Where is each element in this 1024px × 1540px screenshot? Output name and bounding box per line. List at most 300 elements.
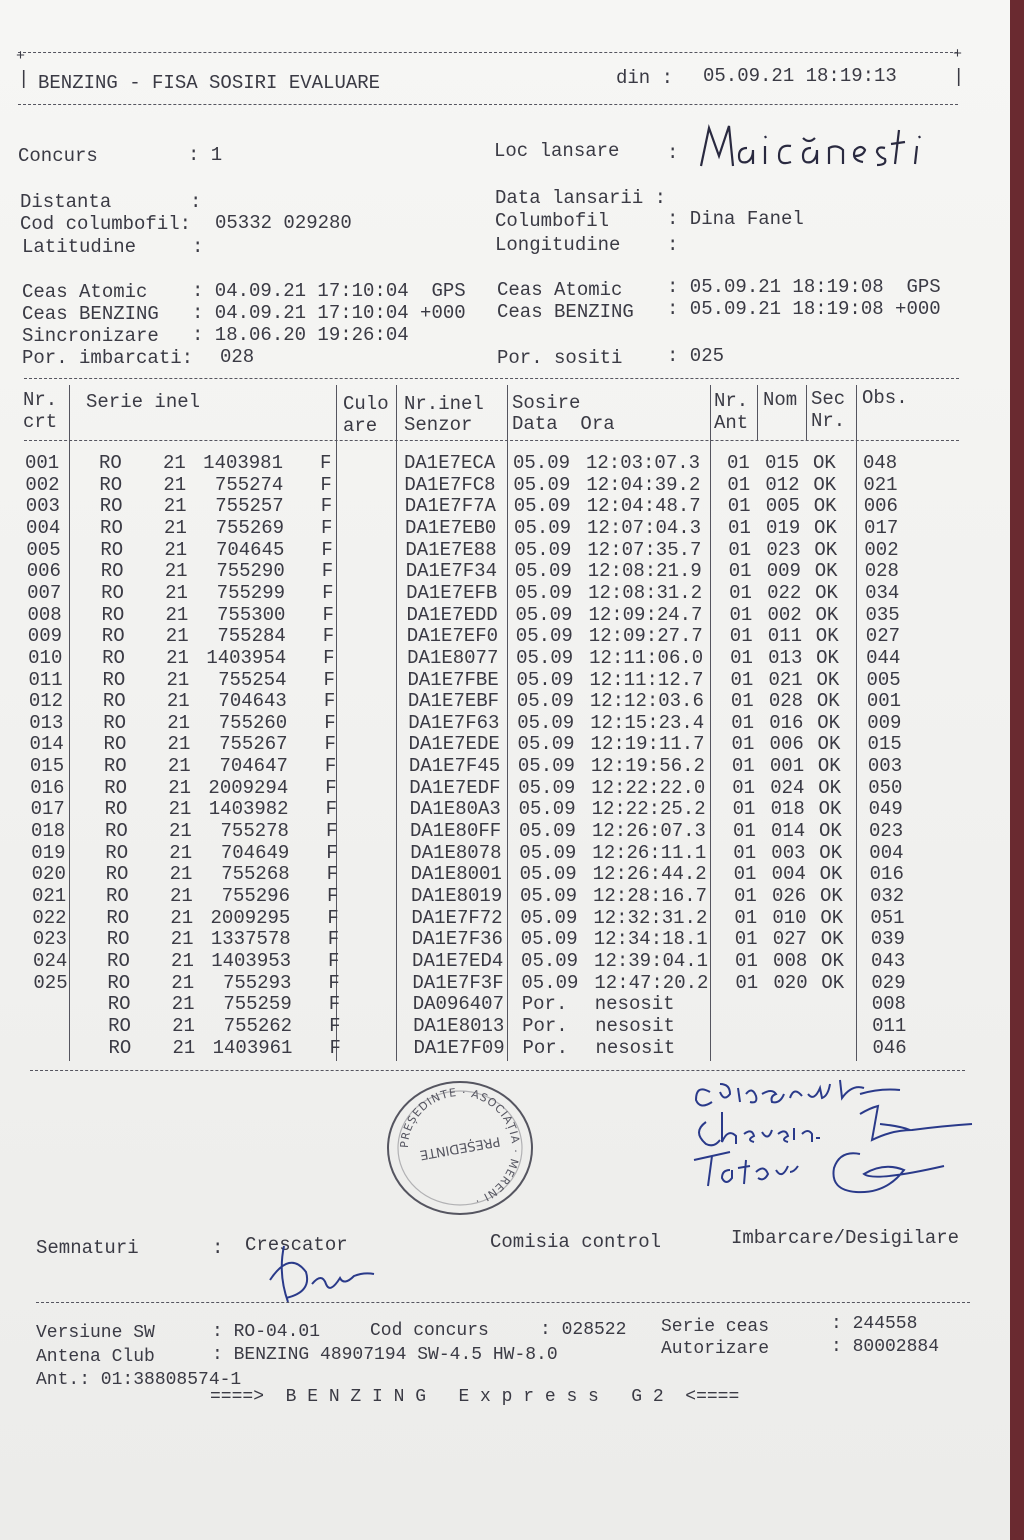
ring-number: 2009294 [208, 776, 289, 799]
nom-value: 011 [767, 625, 803, 648]
obs-value: 005 [866, 668, 901, 691]
row-number: 002 [25, 473, 60, 496]
arrival-time: 12:04:39.2 [586, 473, 701, 496]
sec-status: OK [816, 646, 839, 669]
sec-status: OK [818, 798, 842, 821]
versiune-value: : RO-04.01 [212, 1322, 321, 1342]
cod-columbofil-label: Cod columbofil: [20, 213, 192, 235]
cod-concurs-label: Cod concurs [370, 1321, 489, 1341]
row-number: 001 [25, 452, 60, 474]
ring-sex: F [323, 690, 336, 713]
obs-value: 015 [867, 733, 902, 756]
sensor-id: DA1E80A3 [409, 798, 501, 821]
ring-country: RO [99, 495, 123, 518]
antenna-nr: 01 [730, 690, 754, 713]
arrival-date: Por. [522, 1014, 568, 1037]
header-bottom-border [18, 104, 958, 105]
ring-year: 21 [165, 603, 189, 626]
ring-country: RO [100, 538, 124, 561]
antenna-nr: 01 [732, 820, 756, 843]
obs-value: 049 [868, 798, 903, 821]
table-row [0, 821, 1010, 843]
arrival-time: 12:07:04.3 [587, 516, 702, 539]
arrival-date: 05.09 [520, 906, 578, 929]
table-row [0, 734, 1010, 756]
nom-value: 013 [768, 646, 803, 669]
obs-value: 002 [864, 538, 899, 561]
nom-value: 016 [769, 711, 804, 734]
ring-sex: F [328, 971, 340, 994]
table-row [0, 691, 1010, 713]
stamp-icon [384, 1078, 536, 1218]
arrival-date: 05.09 [520, 885, 578, 907]
obs-value: 029 [871, 971, 906, 994]
ring-country: RO [105, 863, 129, 886]
longitudine-value: : [667, 234, 679, 256]
row-number: 007 [27, 581, 62, 604]
ring-number: 755267 [219, 733, 288, 756]
obs-value: 051 [870, 906, 905, 929]
ring-country: RO [99, 473, 123, 496]
arrival-date: 05.09 [515, 603, 573, 626]
arrival-date: 05.09 [518, 776, 576, 799]
header-nr-ant: Nr. [714, 390, 749, 412]
ceas-atomic-start-value: : 04.09.21 17:10:04 GPS [192, 280, 466, 302]
antenna-nr: 01 [730, 668, 754, 691]
ring-year: 21 [170, 906, 194, 929]
ring-year: 21 [169, 841, 193, 864]
obs-value: 001 [866, 690, 902, 713]
antenna-nr: 01 [731, 733, 755, 756]
arrival-date: 05.09 [514, 538, 572, 561]
antenna-nr: 01 [727, 495, 751, 518]
semnaturi-label: Semnaturi [36, 1237, 139, 1259]
header-serie-inel: Serie inel [86, 391, 201, 413]
row-number: 015 [29, 755, 65, 778]
sositi-label: Por. sositi [497, 347, 623, 369]
obs-value: 027 [865, 625, 901, 648]
sec-status: OK [818, 776, 842, 799]
arrival-date: 05.09 [515, 581, 573, 604]
crescator-signature [262, 1240, 392, 1310]
imbarcare-label: Imbarcare/Desigilare [731, 1227, 960, 1249]
ring-country: RO [106, 906, 130, 929]
signature-icon [690, 1064, 980, 1204]
ring-year: 21 [164, 560, 188, 583]
imbarcati-label: Por. imbarcati: [22, 347, 194, 369]
ant-line: Ant.: 01:38808574-1 [36, 1370, 242, 1390]
sec-status: OK [814, 538, 838, 561]
ring-country: RO [107, 949, 130, 972]
arrival-time: 12:04:48.7 [586, 495, 701, 518]
sec-status: OK [817, 733, 841, 756]
arrival-date: 05.09 [517, 711, 575, 734]
ring-number: 2009295 [210, 906, 291, 929]
ceas-benzing-end-value: : 05.09.21 18:19:08 +000 [667, 298, 941, 320]
obs-value: 003 [867, 755, 903, 778]
ring-country: RO [102, 690, 126, 713]
arrival-date: 05.09 [515, 625, 573, 648]
sec-status: OK [813, 473, 837, 496]
ring-sex: F [328, 993, 341, 1016]
sensor-id: DA1E80FF [409, 820, 502, 843]
row-number: 017 [30, 798, 65, 821]
sensor-id: DA1E7EF0 [406, 625, 499, 648]
antena-label: Antena Club [36, 1347, 155, 1367]
ring-sex: F [326, 863, 339, 886]
arrival-time: 12:28:16.7 [593, 885, 708, 907]
comisia-label: Comisia control [490, 1231, 662, 1253]
sensor-id: DA1E7F72 [411, 906, 503, 929]
antenna-nr: 01 [731, 755, 755, 778]
table-row [0, 1016, 1010, 1038]
sensor-id: DA1E7EDF [409, 776, 501, 799]
ring-country: RO [100, 516, 123, 539]
obs-value: 017 [864, 516, 899, 539]
table-header-border [24, 440, 959, 441]
sec-status: OK [813, 495, 837, 518]
nom-value: 009 [766, 560, 801, 583]
nom-value: 014 [770, 820, 806, 843]
arrival-date: 05.09 [519, 863, 577, 886]
sincronizare-label: Sincronizare [22, 325, 159, 347]
table-row [0, 973, 1010, 995]
sensor-id: DA1E7EB0 [405, 516, 497, 539]
sensor-id: DA1E8001 [410, 863, 502, 886]
row-number: 023 [32, 928, 67, 951]
header-crt: crt [23, 411, 58, 433]
col-divider [757, 385, 758, 440]
arrival-date: 05.09 [513, 452, 571, 474]
arrival-time: nesosit [595, 1014, 675, 1037]
table-row [0, 713, 1010, 735]
antenna-nr: 01 [735, 949, 758, 972]
din-value: 05.09.21 18:19:13 [703, 65, 897, 87]
sec-status: OK [814, 516, 837, 539]
sensor-id: DA1E7EFB [406, 581, 498, 604]
concurs-label: Concurs [18, 145, 98, 167]
row-number: 005 [26, 538, 61, 561]
corner-plus: + [953, 46, 963, 63]
ring-year: 21 [168, 798, 192, 821]
arrival-time: 12:34:18.1 [593, 928, 708, 951]
antenna-nr: 01 [730, 646, 753, 669]
arrival-time: 12:11:06.0 [589, 646, 704, 669]
obs-value: 048 [863, 452, 898, 474]
serie-ceas-label: Serie ceas [661, 1317, 770, 1337]
ceas-atomic-start-label: Ceas Atomic [22, 281, 148, 303]
ring-number: 755262 [223, 1014, 293, 1037]
header-sosire: Sosire [512, 392, 581, 414]
arrival-time: 12:39:04.1 [594, 949, 709, 972]
longitudine-label: Longitudine [495, 234, 621, 256]
nom-value: 018 [770, 798, 805, 821]
nom-value: 015 [765, 452, 800, 474]
ring-country: RO [101, 581, 124, 604]
corner-plus: + [16, 48, 26, 65]
ring-sex: F [329, 1014, 341, 1037]
table-row [0, 626, 1010, 648]
header-sec-nr: Nr. [811, 410, 846, 432]
table-row [0, 951, 1010, 973]
ring-year: 21 [171, 993, 195, 1016]
ring-sex: F [327, 928, 340, 951]
report-title: BENZING - FISA SOSIRI EVALUARE [38, 72, 381, 94]
ring-sex: F [325, 798, 337, 821]
ring-year: 21 [167, 755, 191, 778]
ring-number: 755296 [221, 885, 290, 907]
sec-status: OK [815, 625, 839, 648]
arrival-time: 12:03:07.3 [586, 452, 701, 474]
ring-year: 21 [168, 776, 192, 799]
arrival-date: 05.09 [521, 949, 579, 972]
ring-sex: F [327, 906, 339, 929]
row-number: 003 [25, 495, 60, 518]
sensor-id: DA1E7F3F [412, 971, 504, 994]
arrival-date: Por. [521, 993, 568, 1016]
arrival-time: 12:32:31.2 [593, 906, 708, 929]
sensor-id: DA1E7ED4 [412, 949, 504, 972]
ring-year: 21 [166, 646, 189, 669]
arrival-time: 12:26:07.3 [591, 820, 706, 843]
arrival-time: 12:12:03.6 [589, 690, 704, 713]
nom-value: 010 [772, 906, 807, 929]
sensor-id: DA1E7ECA [404, 452, 496, 474]
ring-country: RO [101, 603, 125, 626]
ring-year: 21 [166, 690, 190, 713]
ring-year: 21 [165, 625, 189, 648]
sec-status: OK [820, 928, 844, 951]
table-row [0, 864, 1010, 886]
nom-value: 006 [769, 733, 804, 756]
ring-country: RO [105, 841, 129, 864]
ring-number: 755274 [214, 473, 284, 496]
sec-status: OK [815, 581, 838, 604]
cod-concurs-value: : 028522 [540, 1320, 627, 1340]
cod-columbofil-value: 05332 029280 [215, 212, 352, 234]
obs-value: 043 [871, 949, 906, 972]
row-number: 009 [27, 625, 63, 648]
ring-year: 21 [164, 516, 187, 539]
ring-sex: F [325, 776, 337, 799]
arrival-date: 05.09 [517, 733, 575, 756]
svg-text:PREȘEDINTE: PREȘEDINTE [418, 1133, 502, 1162]
latitudine-label: Latitudine [22, 236, 137, 258]
ring-number: 755284 [217, 625, 286, 648]
header-nr: Nr. [23, 389, 58, 411]
row-number: 025 [33, 971, 68, 994]
arrival-time: 12:47:20.2 [594, 971, 709, 994]
distanta-value: : [190, 191, 202, 213]
loc-lansare-colon: : [667, 142, 679, 164]
ring-sex: F [323, 668, 335, 691]
table-row [0, 843, 1010, 865]
sensor-id: DA1E7F7A [404, 495, 496, 518]
nom-value: 002 [767, 603, 802, 626]
arrival-date: 05.09 [520, 928, 578, 951]
row-number: 008 [27, 603, 62, 626]
nom-value: 022 [767, 581, 802, 604]
table-row [0, 929, 1010, 951]
arrival-time: 12:26:44.2 [592, 863, 707, 886]
sec-status: OK [817, 755, 841, 778]
border-bar: | [953, 66, 965, 88]
antenna-nr: 01 [733, 863, 757, 886]
nom-value: 020 [773, 971, 808, 994]
nom-value: 026 [772, 885, 807, 907]
obs-value: 035 [865, 603, 900, 626]
arrival-time: 12:22:22.0 [591, 776, 706, 799]
obs-value: 034 [865, 581, 900, 604]
ring-year: 21 [170, 928, 194, 951]
nom-value: 008 [773, 949, 808, 972]
sensor-id: DA1E8077 [407, 646, 499, 669]
data-lansarii-label: Data lansarii : [495, 187, 667, 209]
row-number: 010 [28, 646, 63, 669]
arrival-date: 05.09 [517, 755, 575, 778]
crescator-label: Crescator [245, 1234, 348, 1256]
nom-value: 005 [765, 495, 800, 518]
arrival-time: 12:07:35.7 [587, 538, 702, 561]
versiune-label: Versiune SW [36, 1323, 155, 1343]
obs-value: 028 [864, 560, 899, 583]
arrival-time: 12:15:23.4 [590, 711, 705, 734]
ceas-benzing-start-label: Ceas BENZING [22, 303, 159, 325]
arrival-time: 12:11:12.7 [589, 668, 704, 691]
nom-value: 012 [765, 473, 800, 496]
antenna-nr: 01 [734, 906, 758, 929]
sec-status: OK [815, 603, 839, 626]
table-row [0, 561, 1010, 583]
ring-country: RO [103, 755, 127, 778]
arrival-time: nesosit [594, 993, 675, 1016]
table-row [0, 583, 1010, 605]
autorizare-value: : 80002884 [831, 1337, 940, 1357]
table-row [0, 605, 1010, 627]
antenna-nr: 01 [729, 625, 753, 648]
sensor-id: DA1E8019 [411, 885, 503, 907]
sensor-id: DA1E7EDD [406, 603, 498, 626]
antenna-nr: 01 [727, 452, 750, 474]
ring-sex: F [322, 581, 334, 604]
ceas-atomic-end-label: Ceas Atomic [497, 279, 623, 301]
obs-value: 039 [870, 928, 905, 951]
ring-country: RO [107, 971, 131, 994]
row-number: 018 [30, 820, 66, 843]
ring-number: 755278 [220, 820, 289, 843]
arrival-date: 05.09 [516, 668, 574, 691]
sensor-id: DA1E8078 [410, 841, 502, 864]
ring-year: 21 [172, 1036, 196, 1059]
obs-value: 016 [869, 863, 904, 886]
loc-handwritten [695, 116, 955, 176]
ring-country: RO [106, 885, 129, 907]
ring-year: 21 [163, 473, 187, 496]
ring-year: 21 [171, 949, 194, 972]
footer-border [36, 1302, 970, 1303]
ring-sex: F [321, 538, 333, 561]
ring-sex: F [328, 949, 340, 972]
header-top-border [18, 52, 958, 53]
ring-sex: F [320, 473, 332, 496]
ring-sex: F [323, 646, 335, 669]
columbofil-label: Columbofil [495, 210, 610, 232]
ring-number: 755299 [216, 581, 286, 604]
arrival-time: 12:26:11.1 [592, 841, 707, 864]
arrival-date: 05.09 [514, 516, 572, 539]
table-row [0, 540, 1010, 562]
antenna-nr: 01 [727, 473, 751, 496]
ring-country: RO [99, 452, 122, 474]
obs-value: 046 [872, 1036, 907, 1059]
sensor-id: DA1E7F34 [405, 560, 497, 583]
nom-value: 024 [770, 776, 805, 799]
obs-value: 011 [872, 1014, 907, 1037]
ring-year: 21 [163, 452, 186, 474]
obs-value: 044 [866, 646, 901, 669]
table-row [0, 756, 1010, 778]
ring-number: 755257 [215, 495, 284, 518]
obs-value: 004 [869, 841, 904, 864]
header-senzor: Senzor [404, 414, 473, 436]
row-number: 016 [30, 776, 65, 799]
ring-sex: F [322, 603, 334, 626]
antenna-nr: 01 [734, 928, 758, 951]
ring-sex: F [326, 841, 338, 864]
ring-country: RO [108, 1014, 131, 1037]
ring-number: 1403981 [203, 452, 283, 474]
arrival-date: 05.09 [513, 495, 571, 518]
ring-country: RO [104, 820, 128, 843]
club-stamp [384, 1078, 536, 1218]
arrival-date: Por. [522, 1036, 569, 1059]
antenna-nr: 01 [729, 603, 753, 626]
distanta-label: Distanta [20, 191, 112, 213]
commission-signatures [690, 1064, 980, 1204]
sensor-id: DA1E8013 [413, 1014, 505, 1037]
sensor-id: DA1E7F36 [411, 928, 503, 951]
arrival-time: 12:19:11.7 [590, 733, 705, 756]
obs-value: 050 [868, 776, 903, 799]
ceas-benzing-start-value: : 04.09.21 17:10:04 +000 [192, 302, 466, 324]
arrival-date: 05.09 [519, 841, 577, 864]
ring-year: 21 [169, 863, 193, 886]
sensor-id: DA1E7E88 [405, 538, 497, 561]
header-nom: Nom [763, 389, 798, 411]
row-number: 004 [26, 516, 61, 539]
ring-year: 21 [165, 581, 188, 604]
row-number: 014 [29, 733, 64, 756]
ring-sex: F [321, 560, 334, 583]
ring-sex: F [321, 516, 333, 539]
arrival-date: 05.09 [514, 560, 572, 583]
ring-number: 755269 [215, 516, 285, 539]
sensor-id: DA1E7F63 [408, 711, 500, 734]
ring-number: 704643 [218, 690, 287, 713]
sec-status: OK [821, 949, 844, 972]
ring-sex: F [324, 711, 336, 734]
ring-number: 755260 [218, 711, 288, 734]
table-row [0, 908, 1010, 930]
ring-sex: F [324, 755, 337, 778]
sensor-id: DA096407 [412, 993, 504, 1016]
ring-number: 1403954 [206, 646, 287, 669]
ring-country: RO [100, 560, 124, 583]
ring-country: RO [108, 1036, 132, 1059]
ring-year: 21 [170, 885, 193, 907]
ring-number: 755259 [223, 993, 292, 1016]
ring-sex: F [322, 625, 335, 648]
